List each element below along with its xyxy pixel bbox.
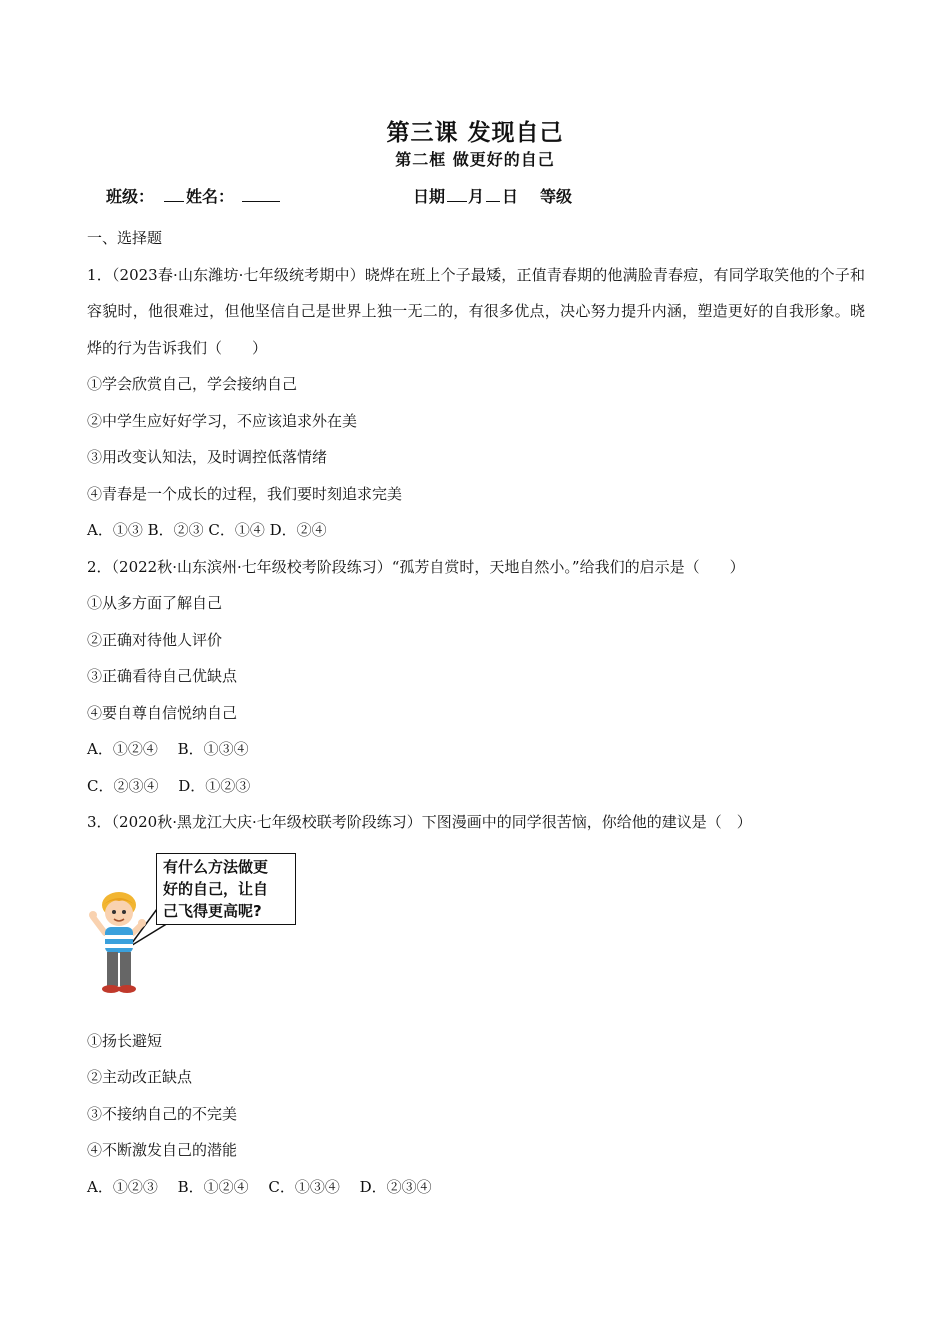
bubble-line-1: 有什么方法做更 xyxy=(163,857,269,876)
worksheet-content xyxy=(87,220,865,1205)
question-2-options-line-2: C．②③④ D．①②③ xyxy=(87,776,251,795)
question-3-item-2: ②主动改正缺点 xyxy=(87,1068,193,1086)
page-subtitle: 第二框 做更好的自己 xyxy=(395,150,555,169)
question-2-stem: 2．（2022秋·山东滨州·七年级校考阶段练习）“孤芳自赏时，天地自然小。”给我们的启示是（ ） xyxy=(87,557,745,576)
question-2-item-2: ②正确对待他人评价 xyxy=(87,630,223,649)
name-label: 姓名： xyxy=(186,187,235,206)
question-1-options: A．①③ B．②③ C．①④ D．②④ xyxy=(87,521,327,539)
question-3-options: A．①②③ B．①②④ C．①③④ D．②③④ xyxy=(87,1177,432,1196)
month-label: 月 xyxy=(468,187,485,206)
question-1-stem: 1．（2023春·山东潍坊·七年级统考期中）晓烨在班上个子最矮，正值青春期的他满脸青春痘，有同学取笑他的个子和容貌时，他很难过，但他坚信自己是世界上独一无二的，有很多优点，决心努力提升内涵，塑造更好的自我形象。晓烨的行为告诉我们（ ） xyxy=(87,265,865,357)
bubble-line-3: 己飞得更高呢? xyxy=(163,901,262,920)
question-3-item-3: ③不接纳自己的不完美 xyxy=(87,1104,238,1123)
question-2-item-4: ④要自尊自信悦纳自己 xyxy=(87,703,238,722)
question-2-item-1: ①从多方面了解自己 xyxy=(87,594,223,612)
section-heading: 一、选择题 xyxy=(87,229,163,247)
date-label: 日期 xyxy=(413,187,446,206)
cartoon-boy-illustration xyxy=(87,889,151,999)
question-3-item-4: ④不断激发自己的潜能 xyxy=(87,1141,238,1159)
speech-bubble xyxy=(156,853,296,925)
question-1-item-2: ②中学生应好好学习，不应该追求外在美 xyxy=(87,411,358,430)
student-info-row xyxy=(106,184,866,208)
class-label: 班级： xyxy=(106,187,155,206)
question-2-item-3: ③正确看待自己优缺点 xyxy=(87,667,238,685)
question-3-stem: 3．（2020秋·黑龙江大庆·七年级校联考阶段练习）下图漫画中的同学很苦恼，你给他的建议是（ ） xyxy=(87,813,752,831)
question-3-item-1: ①扬长避短 xyxy=(87,1031,163,1050)
cartoon-figure xyxy=(87,849,865,1013)
page-title: 第三课 发现自己 xyxy=(386,119,564,146)
grade-label: 等级 xyxy=(540,187,573,206)
day-label: 日 xyxy=(502,187,519,206)
bubble-line-2: 好的自己，让自 xyxy=(163,879,269,898)
question-1-item-1: ①学会欣赏自己，学会接纳自己 xyxy=(87,375,298,393)
question-1-item-4: ④青春是一个成长的过程，我们要时刻追求完美 xyxy=(87,484,403,503)
question-1-item-3: ③用改变认知法，及时调控低落情绪 xyxy=(87,448,328,466)
question-2-options-line-1: A．①②④ B．①③④ xyxy=(87,740,249,758)
